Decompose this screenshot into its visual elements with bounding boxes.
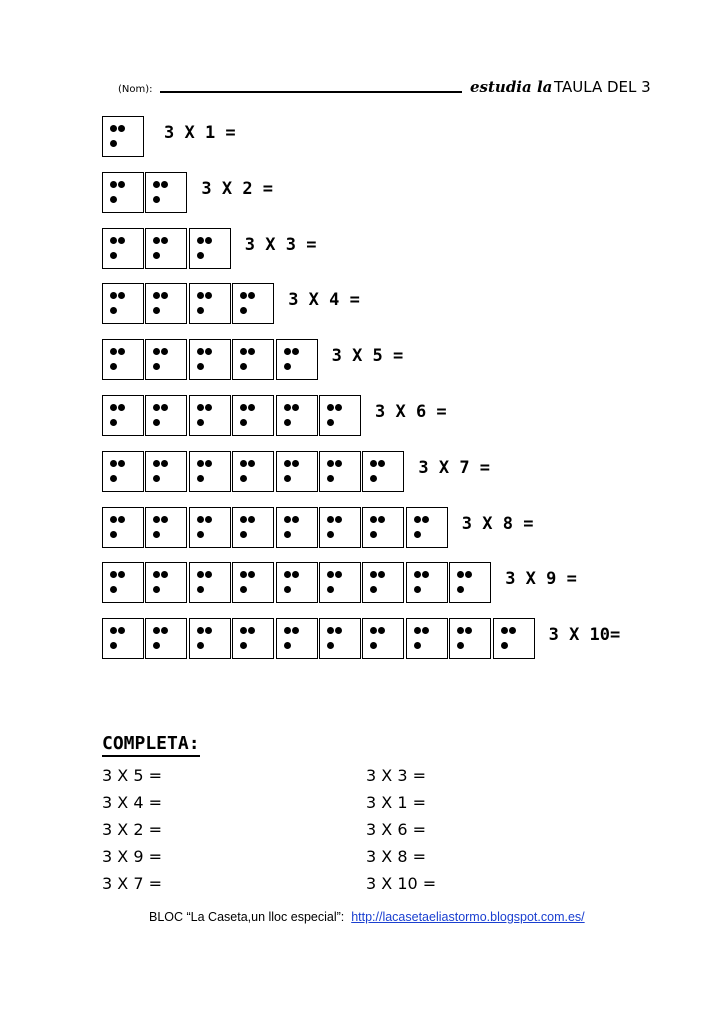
multiplication-label: 3 X 8 = — [461, 513, 534, 534]
dot-icon — [370, 475, 377, 482]
dot-icon — [457, 642, 464, 649]
dot-icon — [327, 419, 334, 426]
dot-icon — [370, 531, 377, 538]
dot-icon — [370, 627, 377, 634]
dot-icon — [197, 475, 204, 482]
dot-icon — [110, 531, 117, 538]
dot-icon — [197, 627, 204, 634]
dot-icon — [292, 460, 299, 467]
dot-icon — [335, 404, 342, 411]
dot-icon — [153, 252, 160, 259]
dot-icon — [153, 292, 160, 299]
multiplication-label: 3 X 10= — [548, 625, 621, 646]
dot-icon — [240, 627, 247, 634]
dot-box — [449, 618, 491, 659]
dot-icon — [197, 252, 204, 259]
exercise-item: 3 X 6 = — [366, 820, 426, 839]
dot-icon — [118, 125, 125, 132]
completa-heading: COMPLETA: — [102, 733, 200, 757]
dot-icon — [509, 627, 516, 634]
dot-icon — [197, 642, 204, 649]
cursive-text: estudia la — [470, 78, 553, 96]
dot-box — [102, 339, 144, 380]
dot-icon — [327, 460, 334, 467]
dot-icon — [292, 348, 299, 355]
dot-icon — [153, 237, 160, 244]
dot-icon — [161, 460, 168, 467]
dot-icon — [335, 516, 342, 523]
dot-icon — [248, 571, 255, 578]
dot-icon — [118, 348, 125, 355]
dot-box — [276, 339, 318, 380]
dot-icon — [110, 196, 117, 203]
dot-box — [102, 451, 144, 492]
dot-box — [276, 618, 318, 659]
dot-box — [102, 172, 144, 213]
multiplication-label: 3 X 4 = — [288, 290, 360, 311]
dot-icon — [197, 237, 204, 244]
dot-icon — [501, 642, 508, 649]
dot-icon — [110, 125, 117, 132]
exercise-item: 3 X 2 = — [102, 820, 162, 839]
dot-icon — [284, 475, 291, 482]
dot-icon — [327, 642, 334, 649]
dot-icon — [284, 419, 291, 426]
dot-icon — [110, 404, 117, 411]
dot-icon — [240, 419, 247, 426]
dot-icon — [197, 348, 204, 355]
dot-icon — [110, 292, 117, 299]
dot-box — [145, 507, 187, 548]
dot-icon — [153, 419, 160, 426]
dot-icon — [205, 571, 212, 578]
dot-box — [102, 283, 144, 324]
dot-box — [189, 395, 231, 436]
dot-icon — [110, 252, 117, 259]
dot-icon — [153, 571, 160, 578]
dot-icon — [240, 307, 247, 314]
dot-icon — [110, 307, 117, 314]
dot-box — [102, 395, 144, 436]
dot-box — [232, 507, 274, 548]
header — [0, 78, 728, 104]
dot-icon — [248, 460, 255, 467]
dot-icon — [161, 627, 168, 634]
dot-icon — [457, 586, 464, 593]
dot-icon — [378, 460, 385, 467]
blog-link[interactable]: http://lacasetaeliastormo.blogspot.com.es/ — [351, 910, 585, 924]
dot-icon — [153, 460, 160, 467]
dot-icon — [110, 237, 117, 244]
dot-box — [319, 395, 361, 436]
dot-icon — [110, 460, 117, 467]
dot-icon — [197, 292, 204, 299]
dot-icon — [422, 571, 429, 578]
exercise-item: 3 X 10 = — [366, 874, 437, 893]
dot-icon — [240, 586, 247, 593]
dot-icon — [153, 363, 160, 370]
dot-icon — [153, 307, 160, 314]
dot-icon — [118, 292, 125, 299]
dot-icon — [153, 348, 160, 355]
dot-icon — [118, 516, 125, 523]
dot-icon — [161, 237, 168, 244]
dot-icon — [161, 571, 168, 578]
dot-icon — [248, 348, 255, 355]
dot-box — [276, 507, 318, 548]
dot-icon — [205, 627, 212, 634]
dot-box — [102, 228, 144, 269]
dot-icon — [292, 571, 299, 578]
dot-box — [145, 228, 187, 269]
exercise-item: 3 X 1 = — [366, 793, 426, 812]
name-line — [160, 91, 462, 93]
dot-icon — [153, 642, 160, 649]
dot-icon — [335, 627, 342, 634]
dot-icon — [110, 642, 117, 649]
dot-icon — [153, 531, 160, 538]
dot-box — [102, 507, 144, 548]
dot-icon — [240, 460, 247, 467]
dot-icon — [153, 404, 160, 411]
dot-icon — [327, 404, 334, 411]
multiplication-label: 3 X 6 = — [375, 402, 447, 422]
dot-icon — [240, 404, 247, 411]
exercise-item: 3 X 8 = — [366, 847, 426, 866]
dot-icon — [197, 307, 204, 314]
multiplication-label: 3 X 5 = — [331, 346, 404, 367]
dot-icon — [161, 404, 168, 411]
dot-icon — [414, 642, 421, 649]
dot-box — [493, 618, 535, 659]
dot-box — [102, 116, 144, 157]
dot-icon — [240, 363, 247, 370]
dot-icon — [370, 460, 377, 467]
completa-right-column — [366, 762, 436, 897]
dot-icon — [284, 571, 291, 578]
multiplication-label: 3 X 2 = — [201, 178, 274, 199]
dot-icon — [240, 475, 247, 482]
dot-icon — [378, 516, 385, 523]
dot-box — [362, 451, 404, 492]
dot-icon — [240, 571, 247, 578]
dot-box — [189, 507, 231, 548]
name-label: (Nom): — [118, 84, 153, 95]
dot-icon — [197, 404, 204, 411]
dot-icon — [153, 586, 160, 593]
dot-box — [189, 339, 231, 380]
dot-icon — [240, 531, 247, 538]
dot-icon — [161, 181, 168, 188]
dot-box — [276, 395, 318, 436]
dot-box — [232, 339, 274, 380]
dot-icon — [118, 627, 125, 634]
dot-icon — [153, 627, 160, 634]
dot-box — [102, 618, 144, 659]
dot-icon — [153, 196, 160, 203]
dot-box — [189, 562, 231, 603]
dot-box — [406, 618, 448, 659]
dot-icon — [205, 237, 212, 244]
dot-icon — [370, 571, 377, 578]
dot-icon — [284, 586, 291, 593]
dot-icon — [110, 516, 117, 523]
dot-icon — [327, 571, 334, 578]
dot-icon — [205, 460, 212, 467]
dot-icon — [110, 363, 117, 370]
dot-icon — [205, 404, 212, 411]
completa-left-column — [102, 762, 162, 897]
dot-icon — [161, 348, 168, 355]
footer-text: BLOC “La Caseta,un lloc especial”: — [149, 910, 345, 924]
dot-icon — [110, 571, 117, 578]
dot-icon — [284, 348, 291, 355]
dot-icon — [370, 586, 377, 593]
dot-box — [232, 562, 274, 603]
dot-icon — [284, 460, 291, 467]
dot-icon — [248, 627, 255, 634]
dot-icon — [422, 627, 429, 634]
dot-icon — [118, 237, 125, 244]
dot-box — [232, 283, 274, 324]
dot-icon — [414, 531, 421, 538]
dot-icon — [465, 627, 472, 634]
dot-icon — [292, 627, 299, 634]
dot-icon — [414, 586, 421, 593]
dot-icon — [370, 642, 377, 649]
footer — [149, 910, 585, 924]
dot-icon — [118, 181, 125, 188]
dot-icon — [205, 348, 212, 355]
dot-box — [232, 451, 274, 492]
dot-box — [189, 618, 231, 659]
exercise-item: 3 X 3 = — [366, 766, 426, 785]
dot-icon — [248, 292, 255, 299]
dot-icon — [465, 571, 472, 578]
exercise-item: 3 X 9 = — [102, 847, 162, 866]
exercise-item: 3 X 5 = — [102, 766, 162, 785]
dot-icon — [370, 516, 377, 523]
dot-icon — [414, 627, 421, 634]
multiplication-label: 3 X 1 = — [164, 123, 236, 143]
dot-box — [145, 339, 187, 380]
dot-icon — [422, 516, 429, 523]
dot-icon — [110, 419, 117, 426]
dot-icon — [414, 516, 421, 523]
dot-icon — [240, 292, 247, 299]
dot-box — [189, 451, 231, 492]
dot-box — [449, 562, 491, 603]
dot-box — [319, 618, 361, 659]
dot-box — [276, 562, 318, 603]
dot-icon — [284, 642, 291, 649]
dot-icon — [197, 571, 204, 578]
dot-box — [232, 618, 274, 659]
dot-box — [319, 451, 361, 492]
page-title: TAULA DEL 3 — [554, 78, 651, 96]
dot-icon — [378, 571, 385, 578]
dot-icon — [161, 516, 168, 523]
dot-icon — [327, 627, 334, 634]
dot-icon — [335, 571, 342, 578]
dot-icon — [153, 516, 160, 523]
dot-icon — [284, 627, 291, 634]
dot-icon — [161, 292, 168, 299]
dot-icon — [118, 571, 125, 578]
dot-icon — [197, 531, 204, 538]
dot-icon — [378, 627, 385, 634]
dot-box — [276, 451, 318, 492]
dot-icon — [110, 348, 117, 355]
dot-icon — [327, 516, 334, 523]
dot-box — [362, 507, 404, 548]
multiplication-label: 3 X 3 = — [244, 234, 317, 255]
dot-box — [189, 228, 231, 269]
dot-box — [145, 283, 187, 324]
dot-icon — [457, 571, 464, 578]
dot-box — [145, 395, 187, 436]
dot-box — [189, 283, 231, 324]
dot-icon — [110, 181, 117, 188]
dot-box — [145, 562, 187, 603]
dot-icon — [327, 531, 334, 538]
dot-icon — [284, 531, 291, 538]
dot-icon — [240, 348, 247, 355]
dot-icon — [327, 586, 334, 593]
dot-icon — [153, 181, 160, 188]
dot-icon — [118, 460, 125, 467]
dot-icon — [284, 404, 291, 411]
dot-icon — [284, 516, 291, 523]
dot-box — [406, 507, 448, 548]
dot-icon — [240, 516, 247, 523]
dot-box — [406, 562, 448, 603]
dot-icon — [248, 404, 255, 411]
multiplication-label: 3 X 9 = — [505, 569, 577, 590]
dot-box — [362, 562, 404, 603]
dot-box — [319, 562, 361, 603]
dot-box — [145, 172, 187, 213]
exercise-item: 3 X 7 = — [102, 874, 162, 893]
dot-icon — [110, 627, 117, 634]
dot-icon — [335, 460, 342, 467]
dot-icon — [110, 475, 117, 482]
dot-icon — [197, 586, 204, 593]
dot-icon — [197, 460, 204, 467]
dot-icon — [292, 516, 299, 523]
dot-box — [362, 618, 404, 659]
dot-box — [319, 507, 361, 548]
dot-icon — [197, 516, 204, 523]
dot-icon — [118, 404, 125, 411]
dot-icon — [153, 475, 160, 482]
dot-box — [232, 395, 274, 436]
dot-icon — [284, 363, 291, 370]
exercise-item: 3 X 4 = — [102, 793, 162, 812]
dot-icon — [110, 586, 117, 593]
dot-icon — [457, 627, 464, 634]
dot-icon — [205, 516, 212, 523]
dot-box — [145, 451, 187, 492]
dot-icon — [205, 292, 212, 299]
dot-box — [145, 618, 187, 659]
dot-icon — [110, 140, 117, 147]
dot-icon — [501, 627, 508, 634]
dot-icon — [197, 419, 204, 426]
dot-icon — [197, 363, 204, 370]
dot-icon — [327, 475, 334, 482]
dot-icon — [240, 642, 247, 649]
dot-icon — [414, 571, 421, 578]
dot-box — [102, 562, 144, 603]
dot-icon — [292, 404, 299, 411]
multiplication-label: 3 X 7 = — [418, 457, 491, 478]
dot-icon — [248, 516, 255, 523]
